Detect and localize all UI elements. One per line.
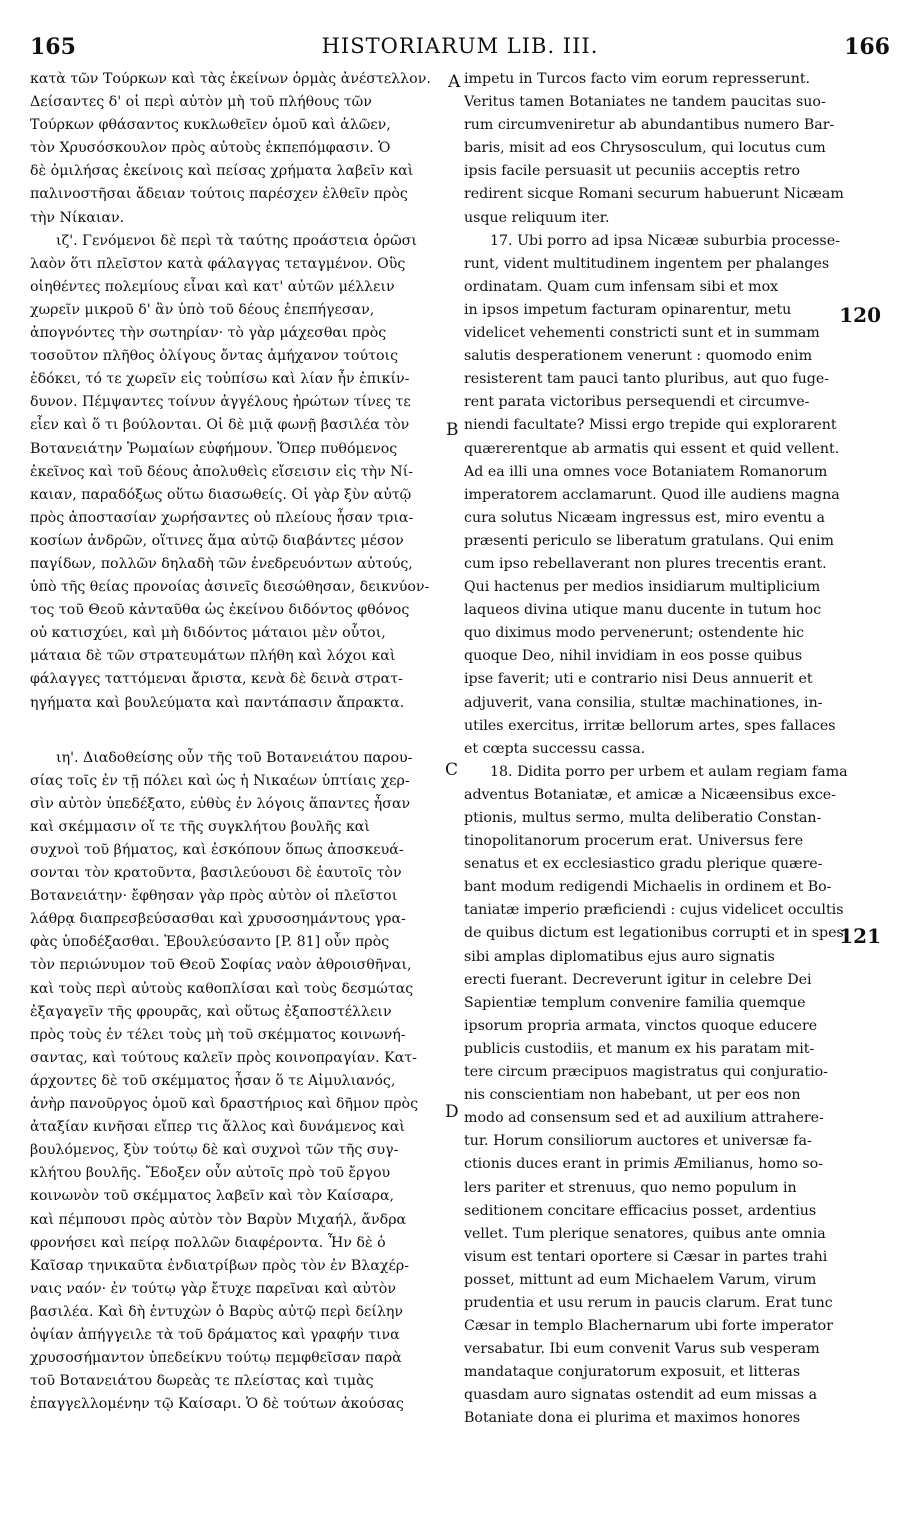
latin-text-line: rum circumveniretur ab abundantibus numero Bar- xyxy=(464,117,835,134)
greek-text-line: κοσίων ἀνδρῶν, οἵτινες ἅμα αὐτῷ διαβάντες μέσον xyxy=(30,532,404,549)
greek-text-line: χρυσοσήμαντον ὑπεδείκνυ τούτῳ πεμφθεῖσαν παρὰ xyxy=(30,1350,402,1367)
greek-text-line: εἶεν καὶ ὅ τι βούλονται. Οἱ δὲ μιᾷ φωνῇ βασιλέα τὸν xyxy=(30,417,410,434)
greek-text-line: Καῖσαρ τηνικαῦτα ἐνδιατρίβων πρὸς τὸν ἐν Βλαχέρ- xyxy=(30,1257,410,1274)
greek-text-line: λαὸν ὅτι πλεῖστον κατὰ φάλαγγας τεταγμένον. Οὓς xyxy=(30,255,406,272)
latin-text-line: senatus et ex ecclesiastico gradu plerique quære- xyxy=(464,856,823,873)
greek-text-line: σίας τοῖς ἐν τῇ πόλει καὶ ὡς ἡ Νικαέων ὑπτίαις χερ- xyxy=(30,772,410,789)
greek-text-line: ἀπογνόντες τὴν σωτηρίαν· τὸ γὰρ μάχεσθαι πρὸς xyxy=(30,325,387,342)
greek-text-line: σονται τὸν κρατοῦντα, βασιλεύουσι δὲ ἑαυτοῖς τὸν xyxy=(30,865,402,882)
latin-text-line: Sapientiæ templum convenire familia quemque xyxy=(464,994,806,1011)
greek-text-line: καιαν, παραδόξως οὕτω διασωθείς. Οἱ γὰρ ξὺν αὐτῷ xyxy=(30,486,412,503)
latin-text-line: visum est tentari oportere si Cæsar in partes trahi xyxy=(464,1248,828,1265)
latin-text-line: taniatæ imperio præficiendi : cujus videlicet occultis xyxy=(464,902,844,919)
latin-text-line: modo ad consensum sed et ad auxilium attrahere- xyxy=(464,1110,824,1127)
latin-text-line: sibi amplas diplomatibus ejus auro signatis xyxy=(464,948,775,965)
latin-text-line: Botaniate dona ei plurima et maximos honores xyxy=(464,1410,801,1427)
latin-text-line: publicis custodiis, et manum ex his paratam mit- xyxy=(464,1040,815,1057)
latin-text-line: baris, misit ad eos Chrysosculum, qui locutus cum xyxy=(464,140,826,157)
latin-text-line: imperatorem acclamarunt. Quod ille audiens magna xyxy=(464,486,840,503)
latin-text-line: quærerentque ab armatis qui essent et quid vellent. xyxy=(464,440,840,457)
greek-text-line: φάλαγγες ταττόμεναι ἄριστα, κενὰ δὲ δεινὰ στρατ- xyxy=(30,671,403,688)
latin-text-line: salutis desperationem venerunt : quomodo enim xyxy=(464,348,813,365)
greek-text-line: χωρεῖν μικροῦ δ' ἂν ὑπὸ τοῦ δέους ἐπεπήγεσαν, xyxy=(30,301,375,318)
greek-text-line: κατὰ τῶν Τούρκων καὶ τὰς ἐκείνων ὁρμὰς ἀνέστελλον. xyxy=(30,71,431,87)
greek-text-line: πρὸς ἀποστασίαν χωρήσαντες οὐ πλείους ἦσαν τρια- xyxy=(30,509,414,526)
greek-text-line: ὀψίαν ἀπήγγειλε τὰ τοῦ δράματος καὶ γραφήν τινα xyxy=(30,1326,400,1343)
greek-text-line: τὸν περιώνυμον τοῦ Θεοῦ Σοφίας ναὸν ἀθροισθῆναι, xyxy=(30,957,412,974)
greek-text-line: ἀταξίαν κινῆσαι εἴπερ τις ἄλλος καὶ δυνάμενος καὶ xyxy=(30,1119,405,1136)
greek-text-line: Βοτανειάτην· ἔφθησαν γὰρ πρὸς αὐτὸν οἱ πλεῖστοι xyxy=(30,888,398,905)
latin-text-line: 18. Didita porro per urbem et aulam regiam fama xyxy=(490,763,848,780)
latin-text-line: et cœpta successu cassa. xyxy=(464,740,646,757)
latin-text-line: ctionis duces erant in primis Æmilianus, homo so- xyxy=(464,1156,823,1173)
greek-text-line: σὶν αὐτὸν ὑπεδέξατο, εὐθὺς ἐν λόγοις ἅπαντες ἦσαν xyxy=(30,795,411,812)
latin-text-line: in ipsos impetum facturam opinarentur, metu xyxy=(464,301,792,318)
latin-text-line: Ad ea illi una omnes voce Botaniatem Romanorum xyxy=(464,463,828,480)
greek-text-line: παλινοστῆσαι ἄδειαν τούτοις παρέσχεν ἐλθεῖν πρὸς xyxy=(30,186,408,203)
greek-text-line: δὲ ὁμιλήσας ἐκείνοις καὶ πείσας χρήματα λαβεῖν καὶ xyxy=(30,163,414,180)
latin-text-line: ptionis, multus sermo, multa deliberatio Constan- xyxy=(464,810,822,826)
latin-text-line: ipsis facile persuasit ut pecuniis acceptis retro xyxy=(464,163,801,180)
chunk-number-121: 121 xyxy=(839,924,881,948)
greek-text-line: ἐξαγαγεῖν τῆς φρουρᾶς, καὶ οὕτως ἐξαποστέλλειν xyxy=(30,1003,392,1020)
greek-text-line: τὴν Νίκαιαν. xyxy=(30,209,125,226)
running-title: HISTORIARUM LIB. III. xyxy=(321,34,599,58)
latin-text-line: quoque Deo, nihil invidiam in eos posse quibus xyxy=(464,648,803,665)
latin-text-line: cum ipso rebellaverant non plures trecentis erant. xyxy=(464,555,827,572)
latin-text-line: redirent sicque Romani securum habuerunt Nicæam xyxy=(464,186,844,203)
greek-text-line: τος τοῦ Θεοῦ κἀνταῦθα ὡς ἐκείνου διδόντος φθόνος xyxy=(30,602,410,619)
running-header xyxy=(30,34,890,64)
latin-text-line: resisterent tam pauci tanto pluribus, aut quo fuge- xyxy=(464,371,830,388)
latin-text-line: Veritus tamen Botaniates ne tandem paucitas suo- xyxy=(464,94,826,111)
latin-text-line: ordinatam. Quam cum infensam sibi et mox xyxy=(464,278,779,295)
greek-text-line: Βοτανειάτην Ῥωμαίων εὐφήμουν. Ὅπερ πυθόμενος xyxy=(30,440,398,457)
greek-text-line: κοινωνὸν τοῦ σκέμματος λαβεῖν καὶ τὸν Καίσαρα, xyxy=(30,1188,395,1205)
margin-letter-a: A xyxy=(448,72,461,92)
greek-text-line: ηγήματα καὶ βουλεύματα καὶ παντάπασιν ἄπρακτα. xyxy=(30,694,405,711)
greek-text-line: άρχοντες δὲ τοῦ σκέμματος ἦσαν ὅ τε Αἰμυλιανός, xyxy=(30,1072,396,1089)
latin-text-line: lers pariter et strenuus, quo nemo populum in xyxy=(464,1179,797,1196)
greek-text-line: τὸν Χρυσόσκουλον πρὸς αὐτοὺς ἐκπεπόμφασιν. Ὁ xyxy=(30,140,391,157)
greek-text-line: κλήτου βουλῆς. Ἔδοξεν οὖν αὐτοῖς πρὸ τοῦ ἔργου xyxy=(30,1165,391,1182)
latin-text-line: seditionem concitare efficacius posset, ardentius xyxy=(464,1202,817,1219)
greek-text-line: συχνοὶ τοῦ βήματος, καὶ ἐσκόπουν ὅπως ἀποσκευά- xyxy=(30,842,404,858)
latin-text-line: posset, mittunt ad eum Michaelem Varum, virum xyxy=(464,1271,817,1288)
greek-text-line: τοσοῦτον πλῆθος ὀλίγους ὄντας ἀμήχανον τούτοις xyxy=(30,348,399,365)
latin-text-line: usque reliquum iter. xyxy=(464,209,610,226)
greek-text-line: παγίδων, πολλῶν δηλαδὴ τῶν ἐνεδρευόντων αὐτούς, xyxy=(30,555,413,572)
greek-text-line: πρὸς τοὺς ἐν τέλει τοὺς μὴ τοῦ σκέμματος κοινωνή- xyxy=(30,1026,406,1043)
latin-text-line: niendi facultate? Missi ergo trepide qui explorarent xyxy=(464,417,837,434)
margin-letter-b: B xyxy=(446,420,459,440)
latin-text-line: ipsorum propria armata, vinctos quoque educere xyxy=(464,1017,818,1034)
latin-text-column xyxy=(464,68,888,1431)
latin-text-line: Qui hactenus per medios insidiarum multiplicium xyxy=(464,579,821,596)
greek-text-line: λάθρᾳ διαπρεσβεύσασθαι καὶ χρυσοσημάντους γρα- xyxy=(30,911,406,928)
greek-text-line: βασιλέα. Καὶ δὴ ἐντυχὼν ὁ Βαρὺς αὐτῷ περὶ δείλην xyxy=(30,1303,404,1320)
greek-text-line: τοῦ Βοτανειάτου δωρεὰς τε πλείστας καὶ τιμὰς xyxy=(30,1373,374,1390)
latin-text-line: adventus Botaniatæ, et amicæ a Nicæensibus exce- xyxy=(464,786,836,803)
greek-text-line: ἀνὴρ πανοῦργος ὁμοῦ καὶ δραστήριος καὶ δῆμον πρὸς xyxy=(30,1096,419,1113)
margin-letter-d: D xyxy=(445,1102,459,1122)
latin-text-line: quasdam auro signatas ostendit ad eum missas a xyxy=(464,1387,818,1404)
greek-text-line: ὑπὸ τῆς θείας προνοίας ἀσινεῖς διεσώθησαν, δεικνύον- xyxy=(30,579,430,596)
latin-text-line: tinopolitanorum procerum erat. Universus fere xyxy=(464,833,804,850)
greek-text-line: ἐκεῖνος καὶ τοῦ δέους ἀπολυθεὶς εἴσεισιν εἰς τὴν Νί- xyxy=(30,463,414,480)
latin-text-line: impetu in Turcos facto vim eorum represserunt. xyxy=(464,71,811,87)
latin-text-line: erecti fuerant. Decreverunt igitur in celebre Dei xyxy=(464,971,812,988)
greek-text-line: Δείσαντες δ' οἱ περὶ αὐτὸν μὴ τοῦ πλήθους τῶν xyxy=(30,94,372,111)
page-number-left: 165 xyxy=(30,34,76,60)
greek-text-line: καὶ σκέμμασιν οἵ τε τῆς συγκλήτου βουλῆς καὶ xyxy=(30,818,370,835)
latin-text-line: utiles exercitus, irritæ bellorum artes, spes fallaces xyxy=(464,717,836,734)
greek-text-line: βουλόμενος, ξὺν τούτῳ δὲ καὶ συχνοὶ τῶν τῆς συγ- xyxy=(30,1142,399,1159)
latin-text-line: quo diximus modo pervenerunt; ostendente hic xyxy=(464,625,805,642)
greek-text-line: ναις ναόν· ἐν τούτῳ γὰρ ἔτυχε παρεῖναι καὶ αὐτὸν xyxy=(30,1280,396,1297)
latin-text-line: de quibus dictum est legationibus corrupti et in spes xyxy=(464,925,844,942)
latin-text-line: 17. Ubi porro ad ipsa Nicææ suburbia processe- xyxy=(490,232,840,249)
latin-text-line: vellet. Tum plerique senatores, quibus ante omnia xyxy=(464,1225,826,1242)
greek-text-line: ἐδόκει, τό τε χωρεῖν εἰς τοὐπίσω καὶ λίαν ἦν ἐπικίν- xyxy=(30,371,410,388)
latin-text-line: videlicet vehementi constricti sunt et in summam xyxy=(464,325,820,342)
page-number-right: 166 xyxy=(844,34,890,60)
latin-text-line: versabatur. Ibi eum convenit Varus sub vesperam xyxy=(464,1341,820,1358)
greek-text-line: οὐ κατισχύει, καὶ μὴ διδόντος μάταιοι μὲν οὗτοι, xyxy=(30,625,386,642)
latin-text-line: prudentia et usu rerum in paucis clarum. Erat tunc xyxy=(464,1294,833,1311)
greek-text-line: Τούρκων φθάσαντος κυκλωθεῖεν ὁμοῦ καὶ ἁλῶεν, xyxy=(30,117,391,134)
latin-text-line: tur. Horum consiliorum auctores et universæ fa- xyxy=(464,1133,812,1150)
greek-text-line: ἐπαγγελλομένην τῷ Καίσαρι. Ὁ δὲ τούτων ἀκούσας xyxy=(30,1396,404,1413)
latin-text-line: præsenti periculo se liberatum gratulans. Qui enim xyxy=(464,532,834,549)
latin-text-line: cura solutus Nicæam ingressus est, miro eventu a xyxy=(464,509,826,526)
greek-text-line: φρονήσει καὶ πείρᾳ πολλῶν διαφέροντα. Ἦν δὲ ὁ xyxy=(30,1234,386,1251)
latin-text-line: laqueos divina utique manu ducente in tutum hoc xyxy=(464,602,822,619)
margin-letter-c: C xyxy=(445,760,459,780)
latin-text-line: bant modum redigendi Michaelis in ordinem et Bo- xyxy=(464,879,832,896)
greek-text-line: ιζ'. Γενόμενοι δὲ περὶ τὰ ταύτης προάστεια ὁρῶσι xyxy=(56,232,417,249)
latin-text-line: adjuverit, vana consilia, stultæ machinationes, in- xyxy=(464,694,823,711)
latin-text-line: rent parata victoribus persequendi et circumve- xyxy=(464,394,810,411)
chunk-number-120: 120 xyxy=(839,303,881,327)
latin-text-line: tere circum præcipuos magistratus qui conjuratio- xyxy=(464,1064,828,1081)
greek-text-line: οἰηθέντες πολεμίους εἶναι καὶ κατ' αὐτῶν μέλλειν xyxy=(30,278,395,295)
latin-text-line: ipse faverit; uti e contrario nisi Deus annuerit et xyxy=(464,671,813,688)
latin-text-line: mandataque conjuratorum exposuit, et litteras xyxy=(464,1364,801,1381)
latin-text-line: runt, vident multitudinem ingentem per phalanges xyxy=(464,255,830,272)
greek-text-line: φὰς ὑποδέξασθαι. Ἐβουλεύσαντο [P. 81] οὖν πρὸς xyxy=(30,934,390,951)
greek-text-column xyxy=(30,68,442,1416)
greek-text-line: καὶ πέμπουσι πρὸς αὐτὸν τὸν Βαρὺν Μιχαήλ, ἄνδρα xyxy=(30,1211,407,1228)
latin-text-line: nis conscientiam non habebant, ut per eos non xyxy=(464,1087,801,1104)
greek-text-line: δυνον. Πέμψαντες τοίνυν ἀγγέλους ἠρώτων τίνες τε xyxy=(30,394,411,411)
greek-text-line: μάταια δὲ τῶν στρατευμάτων πλήθη καὶ λόχοι καὶ xyxy=(30,648,396,665)
latin-text-line: Cæsar in templo Blachernarum ubi forte imperator xyxy=(464,1318,833,1335)
greek-text-line: καὶ τοὺς περὶ αὐτοὺς καθοπλίσαι καὶ τοὺς δεσμώτας xyxy=(30,980,414,997)
greek-text-line: ιη'. Διαδοθείσης οὖν τῆς τοῦ Βοτανειάτου παρου- xyxy=(56,749,413,766)
greek-text-line: σαντας, καὶ τούτους καλεῖν πρὸς κοινοπραγίαν. Κατ- xyxy=(30,1049,417,1066)
